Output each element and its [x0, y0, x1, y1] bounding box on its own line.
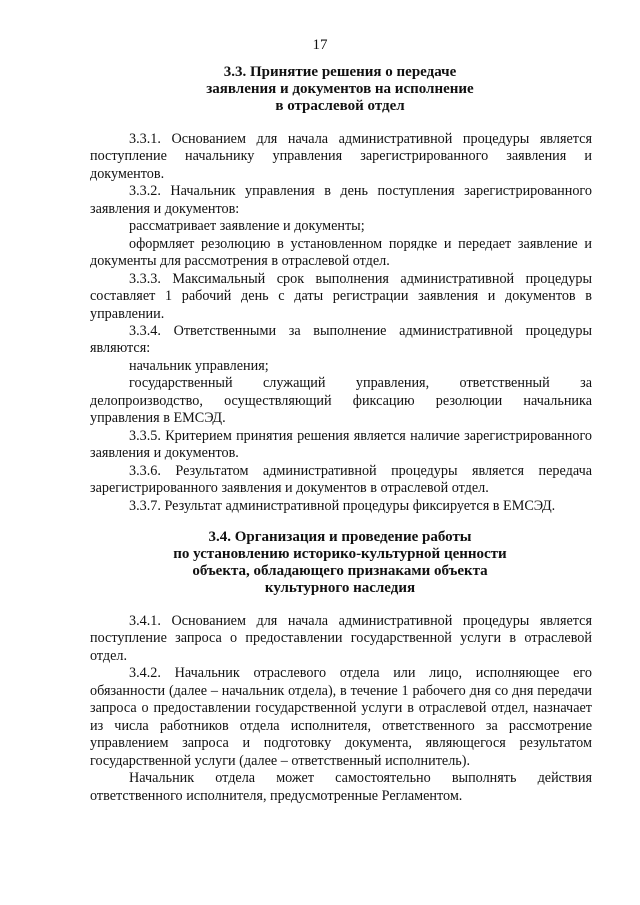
- heading-line: по установлению историко-культурной ценности: [173, 546, 507, 562]
- paragraph: 3.4.1. Основанием для начала административной процедуры является поступление запроса о предоставлении государственной услуги в отраслевой отдел.: [90, 613, 592, 664]
- paragraph: оформляет резолюцию в установленном порядке и передает заявление и документы для рассмотрения в отраслевой отдел.: [90, 235, 592, 270]
- paragraph: 3.3.2. Начальник управления в день поступления зарегистрированного заявления и документов:: [90, 183, 592, 217]
- paragraph: государственный служащий управления, ответственный за делопроизводство, осуществляющий фиксацию резолюции начальника управления в ЕМСЭД.: [90, 375, 592, 427]
- paragraph: 3.3.3. Максимальный срок выполнения административной процедуры составляет 1 рабочий день с даты регистрации заявления и документов в управлении.: [90, 270, 592, 322]
- heading-line: объекта, обладающего признаками объекта: [192, 563, 488, 579]
- paragraph: рассматривает заявление и документы;: [129, 218, 365, 235]
- heading-line: 3.4. Организация и проведение работы: [208, 529, 472, 545]
- page-number: 17: [312, 37, 328, 53]
- paragraph: 3.3.4. Ответственными за выполнение административной процедуры являются:: [90, 322, 592, 357]
- section-3-3-body: [90, 131, 592, 515]
- paragraph: Начальник отдела может самостоятельно выполнять действия ответственного исполнителя, предусмотренные Регламентом.: [90, 770, 592, 804]
- section-3-3-heading: [90, 64, 590, 115]
- heading-line: культурного наследия: [264, 580, 416, 596]
- paragraph: 3.3.1. Основанием для начала административной процедуры является поступление начальнику управления зарегистрированного заявления и документов.: [90, 131, 592, 182]
- paragraph: 3.3.6. Результатом административной процедуры является передача зарегистрированного заявления и документов в отраслевой отдел.: [90, 462, 592, 497]
- paragraph: 3.3.7. Результат административной процедуры фиксируется в ЕМСЭД.: [129, 497, 556, 514]
- heading-line: заявления и документов на исполнение: [206, 81, 474, 97]
- section-3-4-body: [90, 613, 592, 805]
- paragraph: 3.3.5. Критерием принятия решения является наличие зарегистрированного заявления и документов.: [90, 427, 592, 462]
- heading-line: 3.3. Принятие решения о передаче: [223, 64, 457, 80]
- paragraph: начальник управления;: [129, 357, 269, 374]
- paragraph: 3.4.2. Начальник отраслевого отдела или лицо, исполняющее его обязанности (далее – начальник отдела), в течение 1 рабочего дня со дня передачи запроса о предоставлении государственной услуги в отраслевой отдел, назначает из числа работников отдела исполнителя, ответственного за рассмотрение управлением запроса и подготовку документа, являющегося результатом государственной услуги (далее – ответственный исполнитель).: [90, 665, 592, 769]
- heading-line: в отраслевой отдел: [275, 98, 405, 114]
- section-3-4-heading: [90, 529, 590, 597]
